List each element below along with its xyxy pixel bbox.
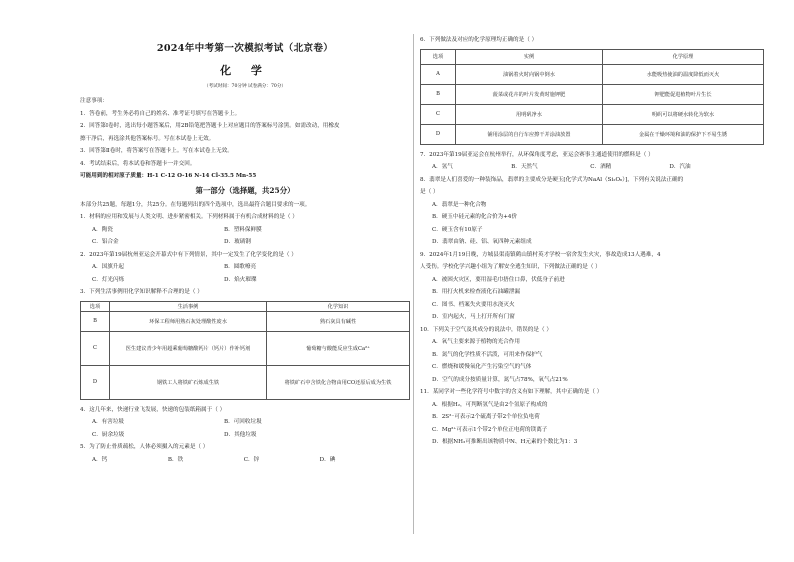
option: D．碘: [319, 456, 336, 463]
option: B．硬玉中硅元素的化合价为+4价: [432, 214, 518, 220]
table-row: [421, 84, 764, 104]
option: C．硬玉含有10原子: [432, 226, 483, 233]
table-row: [81, 311, 410, 331]
option: C．Mg²⁺可表示1个带2个单位正电荷的镁离子: [432, 426, 548, 433]
table-header: 选项: [421, 49, 456, 64]
table-cell: 用明矾净水: [456, 104, 603, 124]
table-cell: 葡萄糖与酸能反应生成Ca²⁺: [267, 331, 410, 365]
option: C．燃烧和缓慢氧化产生污染空气的气体: [432, 364, 532, 370]
question-6-table: [420, 49, 764, 145]
option: B．圆歌嘹亮: [224, 264, 257, 270]
question-5-options: [80, 454, 410, 467]
table-header: 选项: [81, 301, 110, 311]
option: C．酒精: [590, 164, 612, 170]
exam-info: （考试时间：70分钟 试卷满分：70分）: [203, 84, 287, 89]
table-cell: B: [81, 311, 110, 331]
table-cell: 菠菜或花卉的叶片发黄时施钾肥: [456, 84, 603, 104]
section-title: 第一部分（选择题，共25分）: [195, 185, 295, 195]
table-cell: A: [421, 64, 456, 84]
note-item: 1．答卷前，考生务必将自己的姓名、准考证号填写在答题卡上。: [80, 110, 241, 117]
option: A．钙: [92, 456, 108, 463]
table-row: [421, 124, 764, 144]
table-cell: 铺用涂层的自行车应擦干并涂油放置: [456, 124, 603, 144]
question-3-table: [80, 301, 410, 400]
question-1-stem: 1．材料的应用和发展与人类文明、进步紧密相关。下列材料属于有机合成材料的是（ ）: [80, 214, 298, 220]
option: A．氢气: [432, 164, 453, 170]
option: B．天然气: [511, 164, 538, 170]
table-cell: 水能吸热使油的温度降低而灭火: [603, 64, 764, 84]
option: A．国旗升起: [92, 264, 125, 270]
table-cell: 钾肥能促进植物叶片生长: [603, 84, 764, 104]
question-2-options-row2: [80, 274, 410, 287]
option: D．玻璃钢: [224, 239, 251, 245]
option: A．氧气主要来源于植物的光合作用: [432, 339, 520, 345]
option: D．翡翠由钠、硅、铝、氧四种元素组成: [432, 239, 532, 245]
table-cell: 环保工程师用熟石灰处理酸性废水: [110, 311, 267, 331]
question-1-options: [80, 224, 410, 237]
option: C．厨余垃圾: [92, 431, 125, 438]
left-column: [80, 34, 410, 466]
question-10-stem: 10．下列关于空气及其成分的说法中，错误的是（ ）: [420, 326, 552, 333]
table-cell: 熟石灰具有碱性: [267, 311, 410, 331]
option: D．室内起火，马上打开所有门窗: [432, 314, 515, 320]
option: C．铝合金: [92, 239, 119, 245]
table-cell: B: [421, 84, 456, 104]
table-row: [81, 365, 410, 399]
question-4-stem: 4．这几年来，快递行业飞发展，快递的包装纸箱属于（ ）: [80, 406, 226, 413]
question-2-options: [80, 261, 410, 274]
table-cell: 明矾可以将硬水转化为软水: [603, 104, 764, 124]
option: B．塑料保鲜膜: [224, 226, 262, 233]
table-cell: 钢铁工人将铁矿石炼成生铁: [110, 365, 267, 399]
option: A．翡翠是一种化合物: [432, 201, 487, 208]
note-item: 2．回答第Ⅰ卷时，选出每小题答案后，用2B铅笔把答题卡上对应题目的答案标号涂黑。如需改动，用橡皮: [80, 123, 340, 129]
option: B．用打火机来检查液化石油罐泄漏: [432, 289, 521, 295]
question-9-stem: 9．2024年1月19日晚，方城县渠南镇鹤山镇村英才学校一宿舍发生火灾，事故造成13人遇难，4: [420, 251, 661, 258]
table-header: 生活事例: [110, 301, 267, 311]
option: B．氮气的化学性质不活泼，可用来作保护气: [432, 351, 543, 358]
option: A．有害垃圾: [92, 419, 125, 425]
option: D．焰火璀璨: [224, 276, 257, 283]
option: C．灯光闪烁: [92, 276, 125, 283]
option: C．锌: [243, 456, 260, 463]
section-intro: 本部分共25题，每题1分，共25分。在每题列出的四个选项中，选出最符合题目要求的一项。: [80, 201, 311, 208]
table-header: 实例: [456, 49, 603, 64]
table-cell: 将铁矿石中含铁化合物由用CO还原后成为生铁: [267, 365, 410, 399]
option: A．根据H₂，可判断氢气是由2个氢原子构成的: [432, 401, 548, 408]
question-4-options: [80, 416, 410, 429]
table-row: [421, 104, 764, 124]
table-header: 化学知识: [267, 301, 410, 311]
option: D．空气的成分按质量计算，氮气占78%，氧气占21%: [432, 376, 568, 383]
note-item: 3．回答第Ⅱ卷时，将答案写在答题卡上。写在本试卷上无效。: [80, 148, 233, 154]
option: A．陶瓷: [92, 226, 113, 233]
question-4-options-row2: [80, 429, 410, 442]
option: B．铁: [167, 456, 184, 463]
table-row: [421, 64, 764, 84]
option: D．根据NH₃可推断出该物质中N、H元素的个数比为1：3: [432, 439, 578, 445]
option: A．被困火灾区，要用湿毛巾捂住口鼻，伏低身子前进: [432, 276, 565, 283]
question-5-stem: 5．为了防止骨质疏松，人体必须摄入的元素是（ ）: [80, 444, 209, 450]
table-header-row: [81, 301, 410, 311]
question-7-stem: 7．2023年第19届亚运会在杭州举行，从环保角度考虑，亚运会赛事主通道使用的燃料是（ ）: [420, 151, 654, 158]
table-cell: 金属在干燥环境和油的保护下不易生锈: [603, 124, 764, 144]
question-2-stem: 2．2023年第19届杭州亚运会开幕式中有下列情景，其中一定发生了化学变化的是（ ）: [80, 251, 297, 258]
question-6-stem: 6．下列做法及对应的化学原理均正确的是（ ）: [420, 37, 538, 43]
notes-heading: 注意事项：: [80, 98, 108, 104]
question-9-stem-cont: 人受伤。学校化学兴趣小组为了解安全逃生知识，下列做法正确的是（ ）: [420, 264, 601, 270]
note-item: 擦干净后，再选涂其他答案标号。写在本试卷上无效。: [80, 135, 215, 142]
table-cell: D: [81, 365, 110, 399]
table-cell: 医生建议青少年用超乘葡萄糖酸钙片（钙片）作补钙剂: [110, 331, 267, 365]
question-11-stem: 11．某同学对一些化学符号中数字的含义有如下理解，其中正确的是（ ）: [420, 389, 603, 395]
right-column: [420, 34, 764, 449]
question-1-options-row2: [80, 236, 410, 249]
question-8-stem: 8．翡翠是人们喜爱的一种装饰品，翡翠的主要成分是硬玉[化学式为NaAl（Si₂O₆）]，下列有关说法正确的: [420, 176, 684, 183]
option: B．可回收垃圾: [224, 419, 262, 425]
option: D．其他垃圾: [224, 431, 257, 438]
table-header-row: [421, 49, 764, 64]
exam-title: 2024年中考第一次模拟考试（北京卷）: [156, 43, 334, 54]
subject-title: 化 学: [220, 64, 270, 77]
option: B．2S²⁻可表示2个硫离子带2个单位负电荷: [432, 414, 540, 420]
option: D．汽油: [669, 164, 691, 170]
option: C．图书、档案失火要用水浇灭火: [432, 301, 515, 308]
column-divider: [413, 34, 414, 534]
table-header: 化学原理: [603, 49, 764, 64]
table-row: [81, 331, 410, 365]
table-cell: C: [421, 104, 456, 124]
question-8-stem-cont: 是（ ）: [420, 189, 439, 195]
table-cell: C: [81, 331, 110, 365]
atomic-masses: 可能用到的相对原子质量：H-1 C-12 O-16 N-14 Cl-35.5 Mn-55: [80, 173, 257, 179]
note-item: 4．考试结束后，将本试卷和答题卡一并交回。: [80, 160, 196, 167]
table-cell: D: [421, 124, 456, 144]
question-3-stem: 3．下列生活事例用化学知识解释不合理的是（ ）: [80, 289, 203, 295]
question-7-options: [420, 161, 764, 174]
table-cell: 油锅着火时向锅中倒水: [456, 64, 603, 84]
